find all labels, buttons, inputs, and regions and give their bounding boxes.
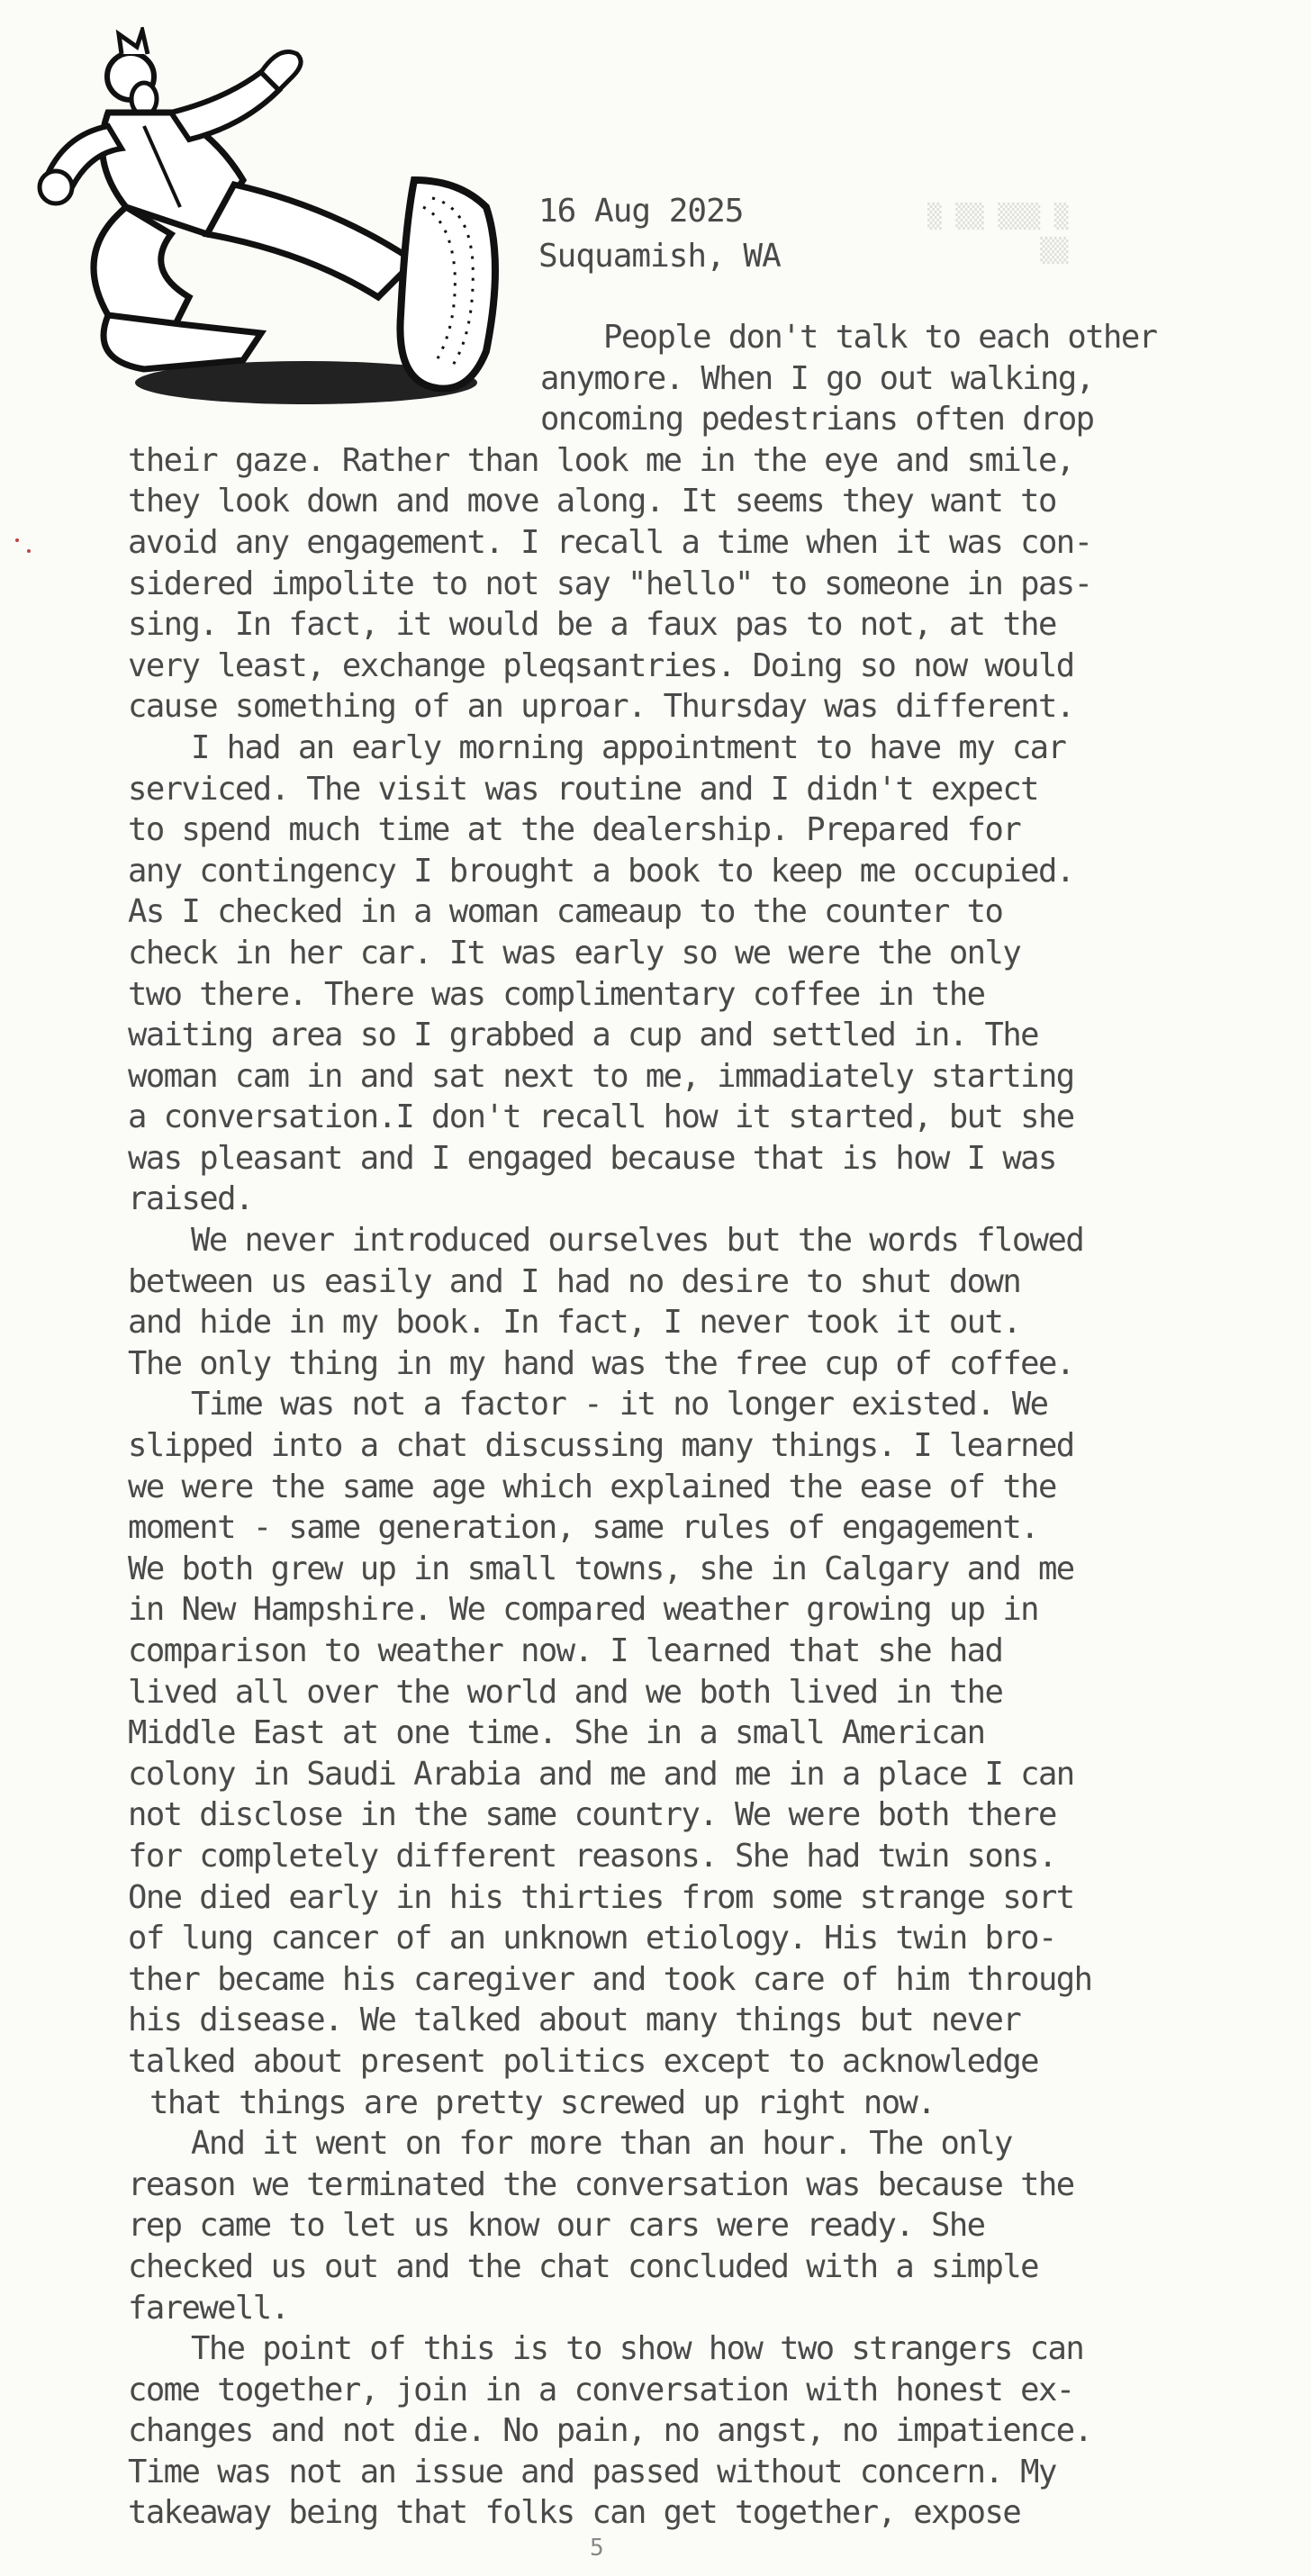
text-line: comparison to weather now. I learned that she had: [128, 1632, 1003, 1669]
letter-body: [0, 317, 1311, 2534]
letter-date: 16 Aug 2025: [538, 193, 744, 230]
text-line: People don't talk to each other: [603, 319, 1157, 356]
text-line: between us easily and I had no desire to shut down: [128, 1262, 1021, 1300]
text-line: Middle East at one time. She in a small American: [128, 1714, 985, 1752]
text-line: sidered impolite to not say "hello" to someone in pas-: [128, 565, 1092, 602]
text-line: was pleasant and I engaged because that is how I was: [128, 1139, 1056, 1177]
text-line: waiting area so I grabbed a cup and settled in. The: [128, 1017, 1038, 1054]
faint-show-through-marks: ▒ ▒▒ ▒▒▒ ▒ ▒▒: [927, 203, 1069, 265]
letter-place: Suquamish, WA: [538, 238, 781, 275]
text-line: any contingency I brought a book to keep me occupied.: [128, 852, 1074, 890]
text-line: we were the same age which explained the ease of the: [128, 1468, 1056, 1505]
text-line: for completely different reasons. She had twin sons.: [128, 1837, 1056, 1875]
text-line: woman cam in and sat next to me, immadiately starting: [128, 1057, 1074, 1095]
text-line: We never introduced ourselves but the words flowed: [191, 1222, 1084, 1260]
text-line: farewell.: [128, 2289, 289, 2327]
text-line: changes and not die. No pain, no angst, no impatience.: [128, 2412, 1092, 2450]
text-line: The only thing in my hand was the free cup of coffee.: [128, 1344, 1074, 1382]
text-line: oncoming pedestrians often drop: [540, 401, 1094, 438]
text-line: to spend much time at the dealership. Prepared for: [128, 811, 1021, 849]
text-line: a conversation.I don't recall how it started, but she: [128, 1098, 1074, 1136]
text-line: And it went on for more than an hour. The only: [191, 2125, 1012, 2163]
text-line: talked about present politics except to acknowledge: [128, 2042, 1038, 2080]
text-line: sing. In fact, it would be a faux pas to not, at the: [128, 606, 1056, 644]
text-line: two there. There was complimentary coffee in the: [128, 975, 985, 1013]
text-line: very least, exchange pleqsantries. Doing so now would: [128, 646, 1074, 684]
text-line: reason we terminated the conversation was because the: [128, 2165, 1074, 2203]
text-line: ther became his caregiver and took care of him through: [128, 1960, 1092, 1998]
text-line: The point of this is to show how two strangers can: [191, 2330, 1084, 2368]
text-line: colony in Saudi Arabia and me and me in a place I can: [128, 1755, 1074, 1793]
text-line: and hide in my book. In fact, I never took it out.: [128, 1304, 1021, 1342]
text-line: moment - same generation, same rules of engagement.: [128, 1509, 1038, 1547]
text-line: We both grew up in small towns, she in Calgary and me: [128, 1550, 1074, 1587]
text-line: avoid any engagement. I recall a time when it was con-: [128, 523, 1092, 561]
text-line: serviced. The visit was routine and I didn't expect: [128, 770, 1038, 808]
text-line: come together, join in a conversation with honest ex-: [128, 2371, 1074, 2409]
text-line: his disease. We talked about many things but never: [128, 2002, 1021, 2039]
text-line: One died early in his thirties from some strange sort: [128, 1878, 1074, 1916]
text-line: their gaze. Rather than look me in the eye and smile,: [128, 441, 1074, 479]
text-line: raised.: [128, 1180, 253, 1218]
text-line: takeaway being that folks can get together, expose: [128, 2494, 1021, 2532]
text-line: lived all over the world and we both lived in the: [128, 1673, 1003, 1711]
text-line: Time was not an issue and passed without concern. My: [128, 2453, 1056, 2490]
dateline: [538, 189, 781, 279]
text-line: As I checked in a woman cameaup to the counter to: [128, 893, 1003, 931]
page-number: 5: [590, 2535, 604, 2562]
text-line: cause something of an uproar. Thursday was different.: [128, 688, 1074, 726]
text-line: slipped into a chat discussing many things. I learned: [128, 1427, 1074, 1465]
text-line: that things are pretty screwed up right now.: [149, 2083, 936, 2121]
text-line: they look down and move along. It seems they want to: [128, 483, 1056, 520]
text-line: rep came to let us know our cars were ready. She: [128, 2207, 985, 2245]
text-line: I had an early morning appointment to have my car: [191, 728, 1066, 766]
text-line: check in her car. It was early so we were the only: [128, 934, 1021, 972]
text-line: not disclose in the same country. We were both there: [128, 1796, 1056, 1834]
text-line: of lung cancer of an unknown etiology. His twin bro-: [128, 1920, 1056, 1957]
ink-speck: [27, 549, 31, 553]
text-line: Time was not a factor - it no longer existed. We: [191, 1386, 1048, 1424]
text-line: anymore. When I go out walking,: [540, 359, 1094, 397]
ink-speck: [15, 538, 19, 542]
text-line: in New Hampshire. We compared weather growing up in: [128, 1591, 1038, 1629]
text-line: checked us out and the chat concluded with a simple: [128, 2247, 1038, 2285]
